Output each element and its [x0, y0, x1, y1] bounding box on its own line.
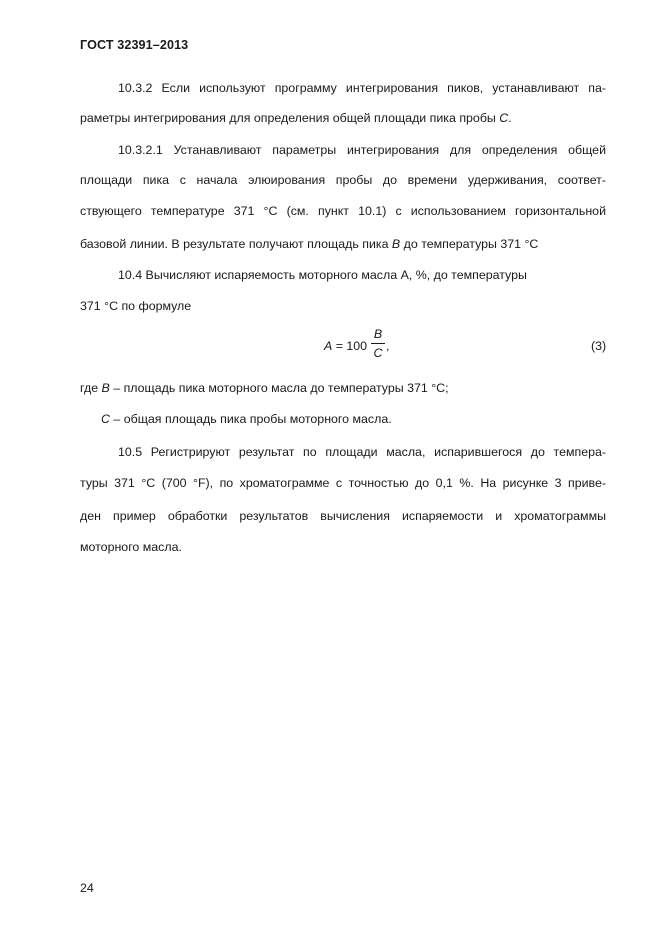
paragraph-10-5-line-1: 10.5 Регистрируют результат по площади масла, испарившегося до темпера- — [118, 445, 606, 459]
text-run: раметры интегрирования для определения общей площади пика пробы — [80, 111, 500, 125]
fraction-bar — [371, 343, 385, 344]
document-header: ГОСТ 32391–2013 — [80, 38, 189, 52]
variable-b: B — [391, 237, 401, 251]
equation-number: (3) — [591, 339, 607, 353]
paragraph-10-5-line-2: туры 371 °С (700 °F), по хроматограмме с точностью до 0,1 %. На рисунке 3 приве- — [80, 476, 606, 490]
paragraph-10-3-2-line-1: 10.3.2 Если используют программу интегрирования пиков, устанавливают па- — [118, 81, 606, 95]
paragraph-10-3-2-line-2 — [80, 110, 606, 126]
paragraph-10-4-line-1: 10.4 Вычисляют испаряемость моторного масла А, %, до температуры — [118, 268, 527, 282]
text-run: до температуры 371 °С — [400, 237, 539, 251]
variable-a: A — [324, 339, 333, 353]
formula-equals-100: = 100 — [332, 339, 368, 353]
paragraph-10-4-line-2: 371 °С по формуле — [80, 299, 192, 313]
text-run: . — [508, 111, 512, 125]
where-line-c — [101, 412, 392, 426]
fraction — [371, 327, 385, 361]
text-run: где — [80, 381, 102, 395]
fraction-numerator: B — [373, 327, 383, 341]
formula-comma: , — [386, 339, 390, 353]
text-run: – общая площадь пика пробы моторного масла. — [109, 412, 392, 426]
where-line-b — [80, 381, 449, 395]
variable-c: C — [499, 111, 509, 125]
paragraph-10-5-line-4: моторного масла. — [80, 540, 182, 554]
paragraph-10-3-2-1-line-1: 10.3.2.1 Устанавливают параметры интегрирования для определения общей — [118, 143, 606, 157]
formula-lhs — [324, 339, 367, 353]
variable-c: C — [101, 412, 110, 426]
paragraph-10-3-2-1-line-4 — [80, 236, 606, 252]
text-run: – площадь пика моторного масла до температуры 371 °С; — [109, 381, 449, 395]
variable-b: B — [101, 381, 110, 395]
page-number: 24 — [80, 881, 94, 895]
paragraph-10-3-2-1-line-3: ствующего температуре 371 °С (см. пункт 10.1) с использованием горизонтальной — [80, 204, 606, 218]
fraction-denominator: C — [373, 346, 383, 360]
paragraph-10-5-line-3: ден пример обработки результатов вычисления испаряемости и хроматограммы — [80, 509, 606, 523]
paragraph-10-3-2-1-line-2: площади пика с начала элюирования пробы до времени удерживания, соответ- — [80, 173, 606, 187]
text-run: базовой линии. В результате получают площадь пика — [80, 237, 392, 251]
